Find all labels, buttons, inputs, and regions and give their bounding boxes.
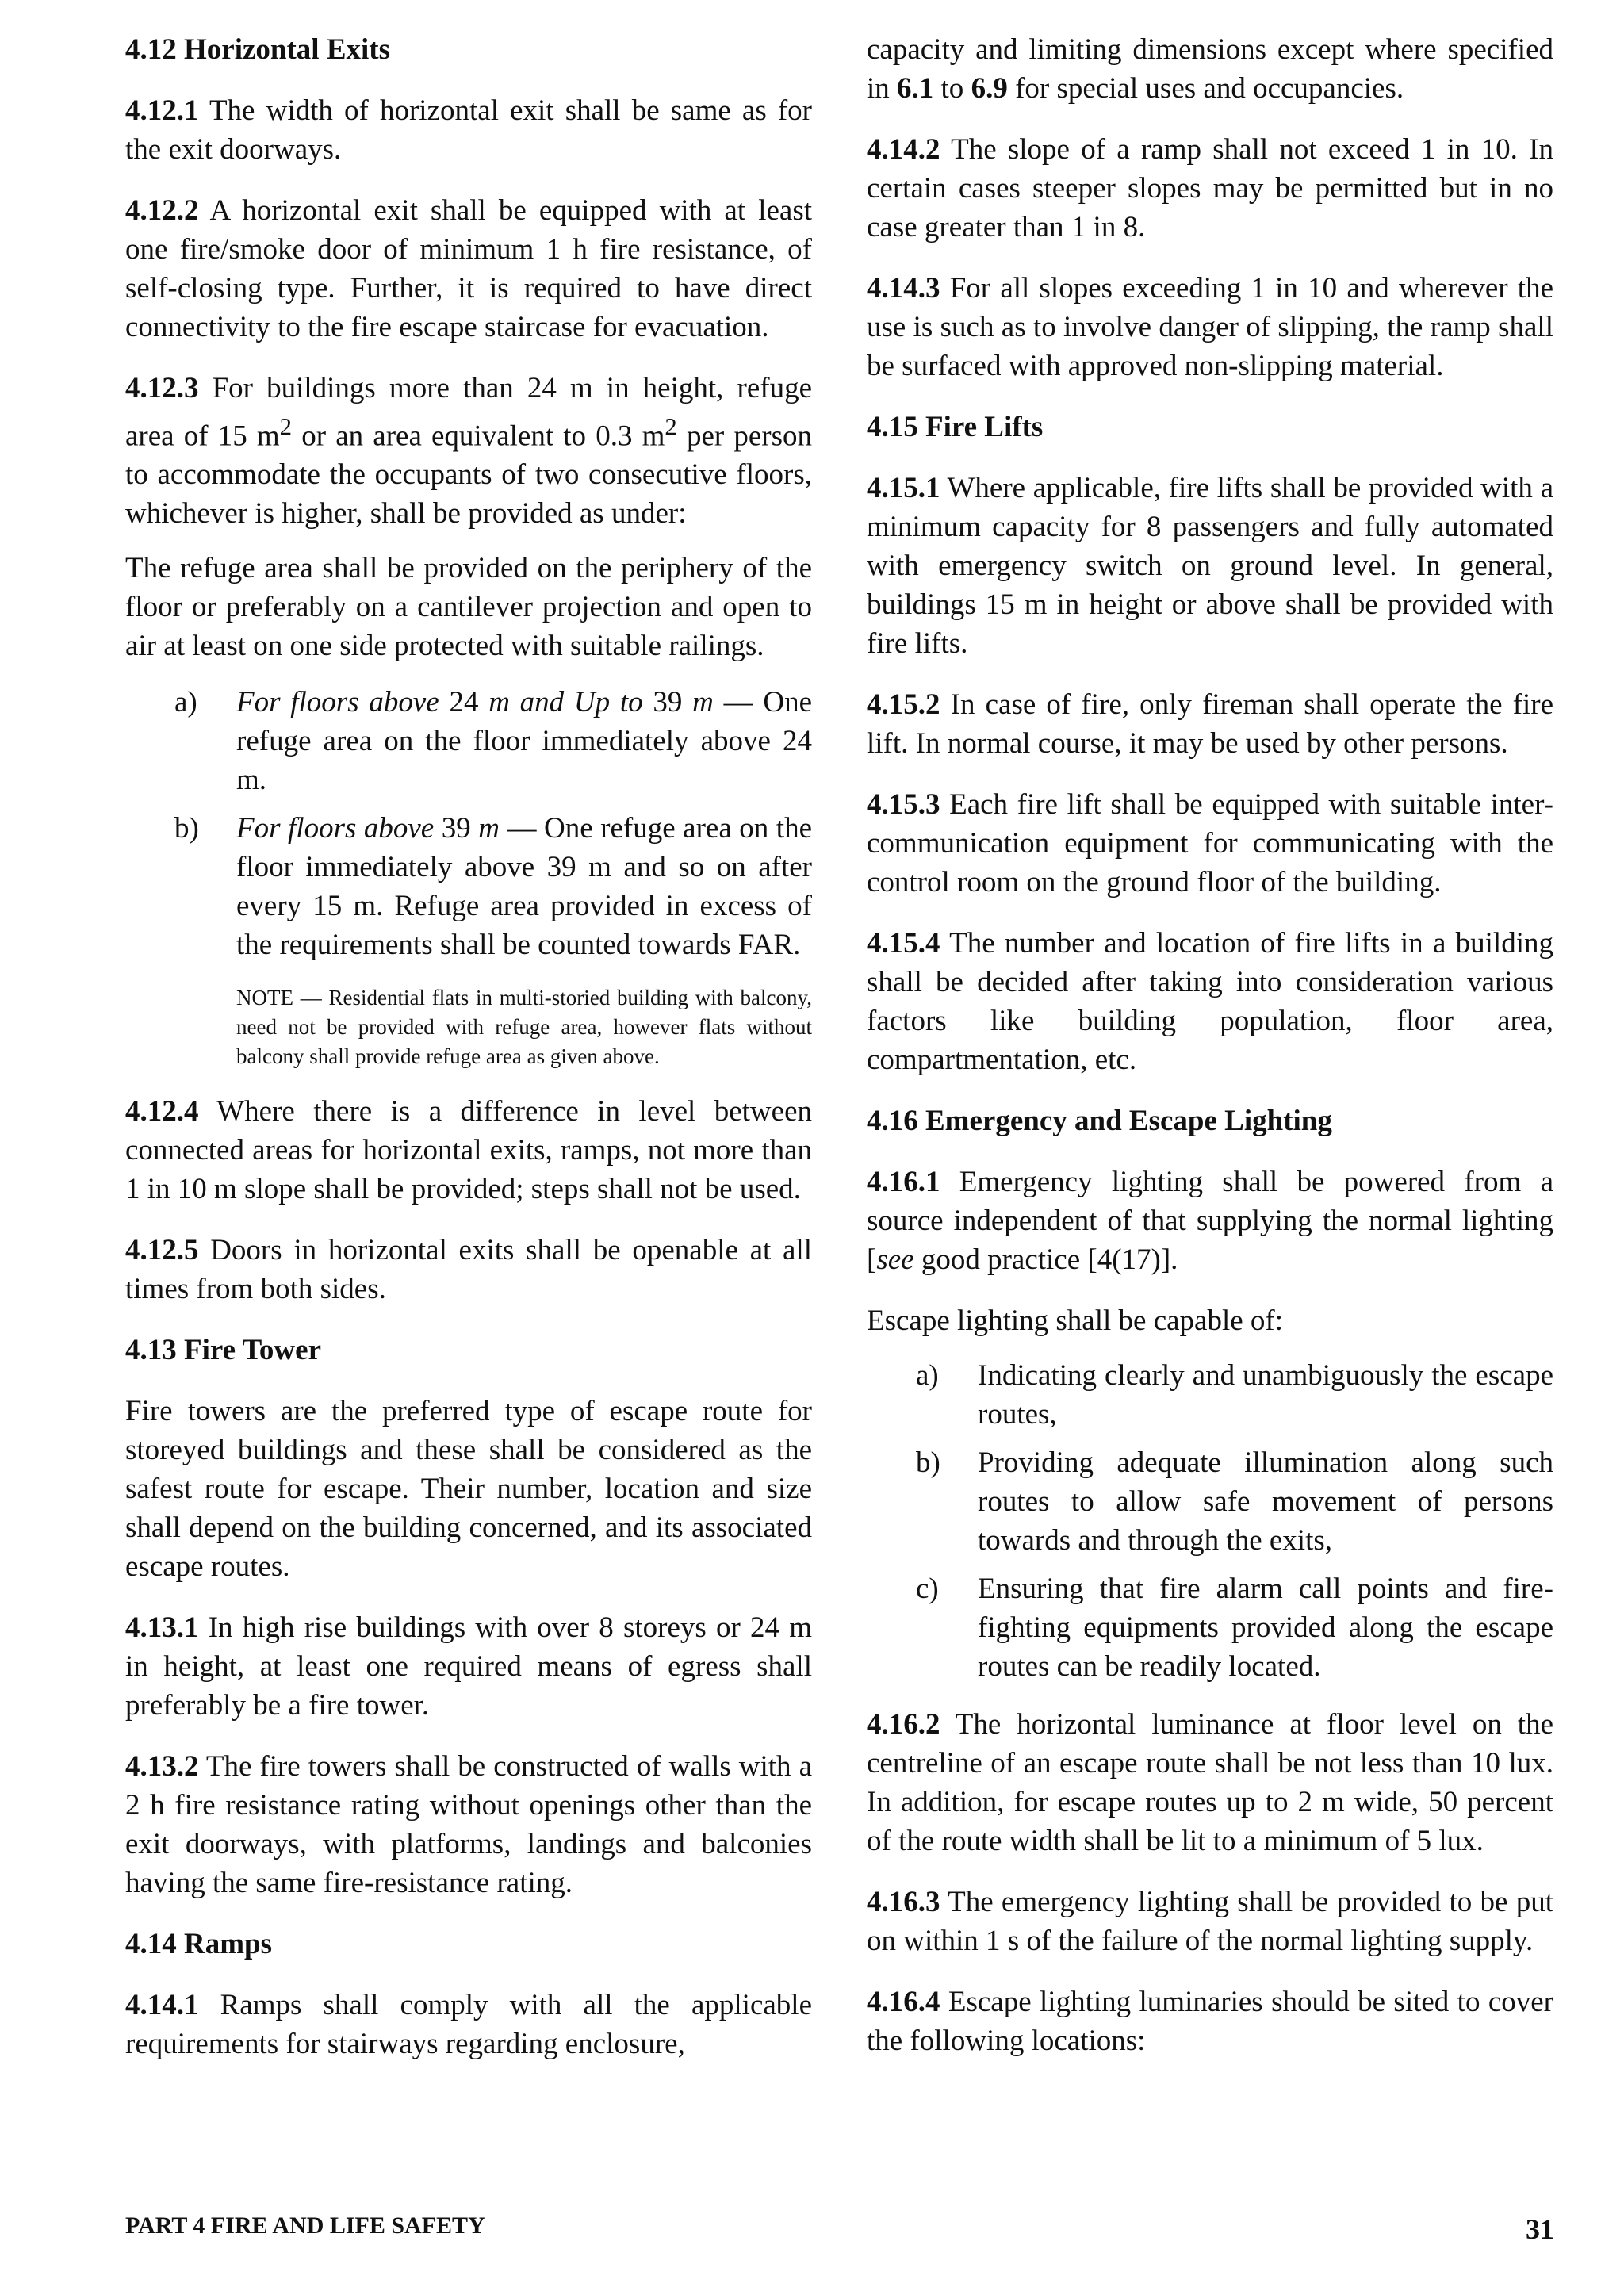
clause-number: 4.12.5 [125, 1234, 199, 1267]
clause-number: 4.12.2 [125, 194, 199, 227]
clause-4-12-4 [125, 1092, 812, 1209]
list-marker: c) [916, 1573, 939, 1605]
clause-text: The number and location of fire lifts in a building shall be decided after taking into consideration various factors like building population, floor area, compartmentation, etc. [867, 927, 1553, 1076]
clause-number: 4.16.1 [867, 1166, 940, 1198]
clause-4-12-5 [125, 1231, 812, 1308]
clause-text: For buildings more than 24 m in height, refuge area of 15 m [125, 372, 812, 453]
clause-text: Emergency lighting shall be powered from a source independent of that supplying the normal lighting [ [867, 1166, 1553, 1276]
list-text: 39 [434, 812, 479, 845]
clause-number: 4.14.3 [867, 272, 940, 305]
clause-text: A horizontal exit shall be equipped with at least one fire/smoke door of minimum 1 h fire resistance, of self-closing type. Further, it is required to have direct connectivity to the fire escape staircase for evacuation. [125, 194, 812, 343]
right-column [867, 30, 1553, 2082]
superscript: 2 [665, 413, 677, 440]
clause-number: 4.16.3 [867, 1886, 940, 1918]
clause-number: 4.15.2 [867, 688, 940, 721]
clause-4-12-3 [125, 369, 812, 533]
clause-text: Doors in horizontal exits shall be openable at all times from both sides. [125, 1234, 812, 1306]
section-heading-4-16: 4.16 Emergency and Escape Lighting [867, 1105, 1332, 1137]
clause-text: for special uses and occupancies. [1007, 72, 1404, 105]
italic-text: see [876, 1243, 914, 1276]
list-marker: b) [916, 1446, 940, 1479]
list-text: Indicating clearly and unambiguously the escape routes, [978, 1359, 1553, 1431]
list-marker: a) [916, 1359, 939, 1392]
italic-text: m [478, 812, 500, 845]
list-text: 39 [642, 686, 693, 719]
italic-text: m [692, 686, 714, 719]
clause-text: capacity and limiting dimensions except where specified in [867, 33, 1553, 105]
clause-text: The fire towers shall be constructed of walls with a 2 h fire resistance rating without openings other than the exit doorways, with platforms, landings and balconies having the same fire-resistance rating. [125, 1750, 812, 1900]
clause-4-15-1 [867, 469, 1553, 663]
clause-4-14-1 [125, 1986, 812, 2063]
clause-number: 4.12.4 [125, 1095, 199, 1128]
clause-text: Where there is a difference in level between connected areas for horizontal exits, ramps, not more than 1 in 10 m slope shall be provided; steps shall not be used. [125, 1095, 812, 1206]
clause-4-14-3 [867, 269, 1553, 385]
list-item [867, 1569, 1553, 1686]
section-heading-4-12: 4.12 Horizontal Exits [125, 33, 391, 66]
escape-lighting-list [867, 1356, 1553, 1686]
clause-4-13-2 [125, 1747, 812, 1902]
clause-number: 4.15.4 [867, 927, 940, 960]
clause-4-12-2 [125, 191, 812, 347]
clause-number: 4.12.1 [125, 94, 199, 127]
clause-text: In case of fire, only fireman shall operate the fire lift. In normal course, it may be used by other persons. [867, 688, 1553, 760]
clause-4-15-3 [867, 785, 1553, 902]
left-column [125, 30, 812, 2203]
clause-number: 4.13.1 [125, 1611, 199, 1645]
clause-number: 4.14.1 [125, 1989, 199, 2022]
section-heading-4-14: 4.14 Ramps [125, 1928, 273, 1961]
clause-text: or an area equivalent to 0.3 m [292, 420, 665, 453]
clause-text: per person to accommodate the occupants of two consecutive floors, whichever is higher, shall be provided as under: [125, 420, 813, 531]
list-item [125, 683, 812, 799]
clause-4-15-4 [867, 924, 1553, 1079]
clause-4-12-1 [125, 91, 812, 169]
section-heading-4-15: 4.15 Fire Lifts [867, 411, 1044, 443]
clause-text: Escape lighting luminaries should be sited to cover the following locations: [867, 1986, 1553, 2057]
superscript: 2 [279, 413, 293, 440]
list-text: Providing adequate illumination along such routes to allow safe movement of persons towards and through the exits, [978, 1446, 1553, 1557]
list-text: — One refuge area on the floor immediately above 24 m. [236, 686, 813, 797]
list-marker: b) [174, 812, 199, 845]
italic-text: m and Up to [488, 686, 643, 719]
clause-text: The emergency lighting shall be provided to be put on within 1 s of the failure of the normal lighting supply. [867, 1886, 1553, 1957]
clause-text: The width of horizontal exit shall be same as for the exit doorways. [125, 94, 812, 166]
page-number: 31 [1526, 2213, 1554, 2245]
clause-4-16-1 [867, 1163, 1553, 1279]
clause-reference: 6.9 [971, 72, 1008, 105]
clause-text: Ramps shall comply with all the applicable requirements for stairways regarding enclosure, [125, 1989, 812, 2061]
section-heading-4-13: 4.13 Fire Tower [125, 1334, 321, 1367]
clause-text: good practice [4(17)]. [914, 1243, 1178, 1276]
clause-text: to [933, 72, 971, 105]
clause-4-15-2 [867, 685, 1553, 763]
italic-text: For floors above [236, 686, 439, 719]
escape-lighting-intro: Escape lighting shall be capable of: [867, 1304, 1284, 1337]
clause-text: The horizontal luminance at floor level on the centreline of an escape route shall be not less than 10 lux. In addition, for escape routes up to 2 m wide, 50 percent of the route width shall be lit to a minimum of 5 lux. [867, 1708, 1553, 1857]
clause-number: 4.12.3 [125, 372, 199, 404]
continued-paragraph [867, 30, 1553, 108]
clause-text: The slope of a ramp shall not exceed 1 in 10. In certain cases steeper slopes may be permitted but in no case greater than 1 in 8. [867, 133, 1553, 243]
clause-4-16-4 [867, 1983, 1553, 2060]
clause-text: Where applicable, fire lifts shall be provided with a minimum capacity for 8 passengers and fully automated with emergency switch on ground level. In general, buildings 15 m in height or above shall be provided with fire lifts. [867, 472, 1553, 660]
list-marker: a) [174, 686, 197, 719]
list-text: 24 [439, 686, 489, 719]
clause-text: In high rise buildings with over 8 storeys or 24 m in height, at least one required means of egress shall preferably be a fire tower. [125, 1611, 812, 1722]
list-item [867, 1443, 1553, 1560]
clause-number: 4.15.3 [867, 788, 940, 821]
fire-tower-paragraph: Fire towers are the preferred type of escape route for storeyed buildings and these shall be considered as the safest route for escape. Their number, location and size shall depend on the building concerned, and its associated escape routes. [125, 1395, 812, 1584]
clause-number: 4.14.2 [867, 133, 940, 166]
clause-4-14-2 [867, 130, 1553, 247]
clause-number: 4.16.4 [867, 1986, 940, 2018]
italic-text: For floors above [236, 812, 435, 845]
refuge-area-paragraph: The refuge area shall be provided on the periphery of the floor or preferably on a cantilever projection and open to air at least on one side protected with suitable railings. [125, 552, 812, 663]
note: NOTE — Residential flats in multi-storied building with balcony, need not be provided with refuge area, however flats without balcony shall provide refuge area as given above. [236, 986, 812, 1069]
list-text: — One refuge area on the floor immediately above 39 m and so on after every 15 m. Refuge area provided in excess of the requirements shall be counted towards FAR. [236, 812, 813, 962]
clause-reference: 6.1 [897, 72, 934, 105]
list-text: Ensuring that fire alarm call points and fire-fighting equipments provided along the escape routes can be readily located. [978, 1573, 1553, 1683]
clause-number: 4.16.2 [867, 1708, 940, 1741]
footer-part-label: PART 4 FIRE AND LIFE SAFETY [125, 2212, 485, 2239]
clause-number: 4.13.2 [125, 1750, 199, 1783]
clause-text: Each fire lift shall be equipped with suitable inter-communication equipment for communicating with the control room on the ground floor of the building. [867, 788, 1553, 898]
clause-text: For all slopes exceeding 1 in 10 and wherever the use is such as to involve danger of slipping, the ramp shall be surfaced with approved non-slipping material. [867, 272, 1553, 382]
list-item [125, 809, 812, 964]
clause-number: 4.15.1 [867, 472, 940, 504]
refuge-floor-list [125, 683, 812, 964]
list-item [867, 1356, 1553, 1434]
clause-4-13-1 [125, 1608, 812, 1725]
clause-4-16-3 [867, 1883, 1553, 1960]
clause-4-16-2 [867, 1705, 1553, 1860]
